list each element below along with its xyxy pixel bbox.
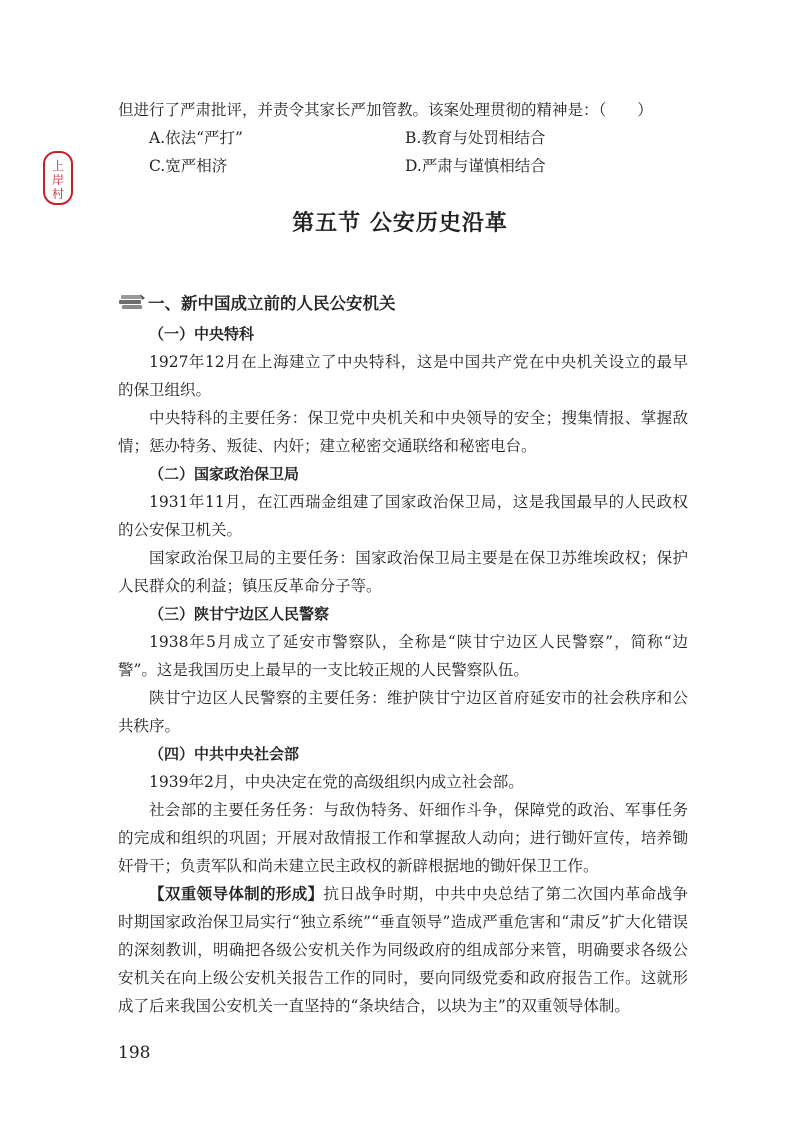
sub3-paragraph-2: 陕甘宁边区人民警察的主要任务：维护陕甘宁边区首府延安市的社会秩序和公共秩序。: [118, 689, 688, 735]
dual-leadership-lead: 【双重领导体制的形成】: [149, 885, 324, 903]
option-a: A.依法“严打”: [149, 129, 243, 147]
sub2-paragraph-2: 国家政治保卫局的主要任务：国家政治保卫局主要是在保卫苏维埃政权；保护人民群众的利益；镇压反革命分子等。: [118, 549, 688, 595]
section-title: 第五节 公安历史沿革: [292, 211, 508, 236]
sub1-paragraph-1: 1927年12月在上海建立了中央特科，这是中国共产党在中央机关设立的最早的保卫组织。: [118, 353, 688, 399]
svg-text:岸: 岸: [51, 173, 65, 187]
option-d: D.严肃与谨慎相结合: [405, 157, 546, 175]
sub3-paragraph-1: 1938年5月成立了延安市警察队，全称是“陕甘宁边区人民警察”，简称“边警”。这是我国历史上最早的一支比较正规的人民警察队伍。: [118, 633, 688, 679]
part-heading: [118, 288, 396, 316]
sub4-paragraph-2: 社会部的主要任务任务：与敌伪特务、奸细作斗争，保障党的政治、军事任务的完成和组织的巩固；开展对敌情报工作和掌握敌人动向；进行锄奸宣传，培养锄奸骨干；负责军队和尚未建立民主政权的新辟根据地的锄奸保卫工作。: [118, 801, 688, 875]
sub4-title: （四）中共中央社会部: [149, 745, 300, 763]
svg-text:上: 上: [51, 159, 65, 173]
seal-stamp-icon: [42, 150, 74, 206]
option-c: C.宽严相济: [149, 157, 228, 175]
part-heading-text: 一、新中国成立前的人民公安机关: [148, 294, 396, 313]
sub4-paragraph-1: 1939年2月，中央决定在党的高级组织内成立社会部。: [149, 773, 524, 791]
sub1-paragraph-2: 中央特科的主要任务：保卫党中央机关和中央领导的安全；搜集情报、掌握敌情；惩办特务、叛徒、内奸；建立秘密交通联络和秘密电台。: [118, 409, 688, 455]
book-stack-icon: [118, 292, 146, 312]
sub1-title: （一）中央特科: [149, 325, 255, 343]
dual-leadership-paragraph: [118, 880, 688, 1020]
page-number: 198: [118, 1043, 151, 1063]
option-b: B.教育与处罚相结合: [405, 129, 546, 147]
question-tail: 但进行了严肃批评，并责令其家长严加管教。该案处理贯彻的精神是：（ ）: [118, 101, 653, 119]
sub3-title: （三）陕甘宁边区人民警察: [149, 605, 330, 623]
svg-text:村: 村: [51, 187, 65, 201]
sub2-paragraph-1: 1931年11月，在江西瑞金组建了国家政治保卫局，这是我国最早的人民政权的公安保卫机关。: [118, 493, 688, 539]
dual-leadership-text: 抗日战争时期，中共中央总结了第二次国内革命战争时期国家政治保卫局实行“独立系统”“垂直领导”造成严重危害和“肃反”扩大化错误的深刻教训，明确把各级公安机关作为同级政府的组成部分来管，明确要求各级公安机关在向上级公安机关报告工作的同时，要向同级党委和政府报告工作。这就形成了后来我国公安机关一直坚持的“条块结合，以块为主”的双重领导体制。: [118, 885, 688, 1015]
sub2-title: （二）国家政治保卫局: [149, 465, 300, 483]
